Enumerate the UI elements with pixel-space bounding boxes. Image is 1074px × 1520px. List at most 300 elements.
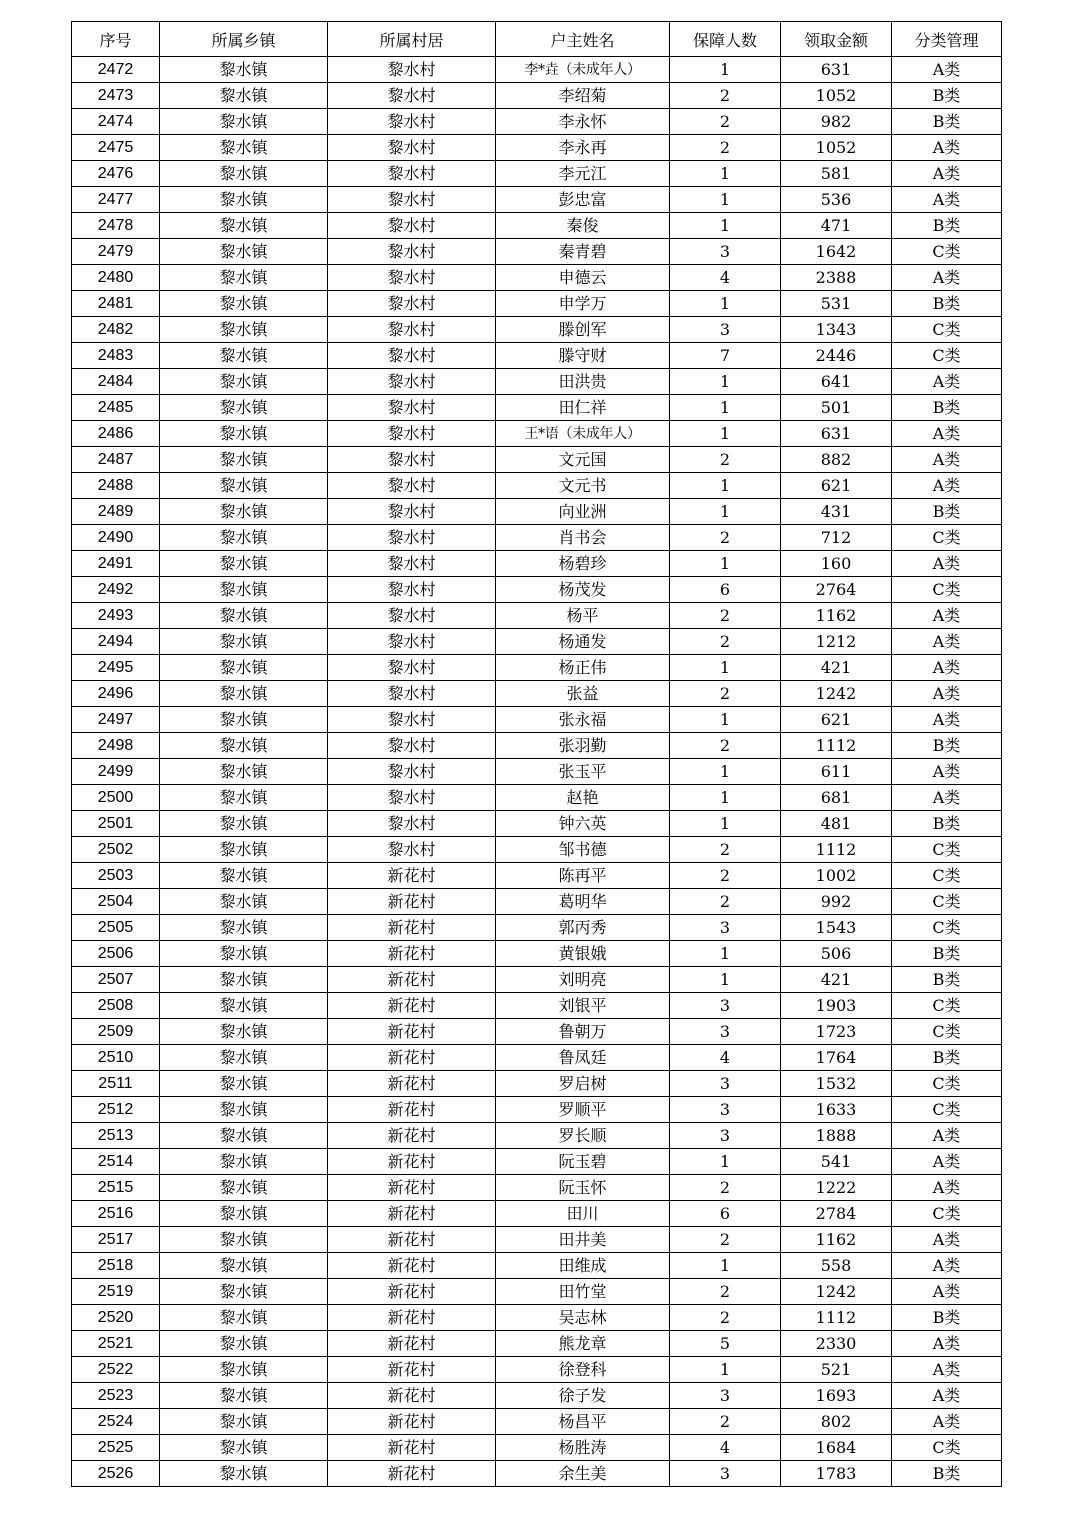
- amount-cell: 1242: [781, 1279, 892, 1305]
- householder-cell: 刘银平: [496, 993, 670, 1019]
- amount-cell: 1162: [781, 603, 892, 629]
- householder-cell: 田洪贵: [496, 369, 670, 395]
- amount-cell: 536: [781, 187, 892, 213]
- amount-cell: 1543: [781, 915, 892, 941]
- category-cell: B类: [892, 109, 1002, 135]
- township-cell: 黎水镇: [160, 473, 328, 499]
- seq-cell: 2512: [72, 1097, 160, 1123]
- township-cell: 黎水镇: [160, 941, 328, 967]
- table-row: [72, 915, 1002, 941]
- category-cell: A类: [892, 785, 1002, 811]
- township-cell: 黎水镇: [160, 1253, 328, 1279]
- seq-cell: 2500: [72, 785, 160, 811]
- village-cell: 黎水村: [328, 317, 496, 343]
- category-cell: A类: [892, 161, 1002, 187]
- category-cell: A类: [892, 629, 1002, 655]
- amount-cell: 2784: [781, 1201, 892, 1227]
- village-cell: 黎水村: [328, 213, 496, 239]
- covered-persons-cell: 4: [670, 265, 781, 291]
- covered-persons-cell: 3: [670, 993, 781, 1019]
- table-row: [72, 1201, 1002, 1227]
- amount-cell: 501: [781, 395, 892, 421]
- householder-cell: 田维成: [496, 1253, 670, 1279]
- householder-cell: 熊龙章: [496, 1331, 670, 1357]
- village-cell: 黎水村: [328, 83, 496, 109]
- village-cell: 黎水村: [328, 707, 496, 733]
- village-cell: 新花村: [328, 1435, 496, 1461]
- township-cell: 黎水镇: [160, 1305, 328, 1331]
- householder-cell: 申学万: [496, 291, 670, 317]
- amount-cell: 1888: [781, 1123, 892, 1149]
- seq-cell: 2474: [72, 109, 160, 135]
- covered-persons-cell: 6: [670, 1201, 781, 1227]
- amount-cell: 558: [781, 1253, 892, 1279]
- table-row: [72, 1435, 1002, 1461]
- table-row: [72, 1331, 1002, 1357]
- category-cell: C类: [892, 889, 1002, 915]
- householder-cell: 田川: [496, 1201, 670, 1227]
- township-cell: 黎水镇: [160, 1461, 328, 1487]
- seq-cell: 2508: [72, 993, 160, 1019]
- village-cell: 黎水村: [328, 473, 496, 499]
- village-cell: 黎水村: [328, 603, 496, 629]
- seq-cell: 2519: [72, 1279, 160, 1305]
- category-cell: A类: [892, 681, 1002, 707]
- amount-cell: 431: [781, 499, 892, 525]
- table-row: [72, 213, 1002, 239]
- township-cell: 黎水镇: [160, 811, 328, 837]
- village-cell: 黎水村: [328, 837, 496, 863]
- township-cell: 黎水镇: [160, 291, 328, 317]
- seq-cell: 2505: [72, 915, 160, 941]
- seq-cell: 2523: [72, 1383, 160, 1409]
- category-cell: B类: [892, 83, 1002, 109]
- table-row: [72, 317, 1002, 343]
- covered-persons-cell: 2: [670, 733, 781, 759]
- village-cell: 新花村: [328, 1045, 496, 1071]
- village-cell: 新花村: [328, 1123, 496, 1149]
- amount-cell: 1242: [781, 681, 892, 707]
- township-cell: 黎水镇: [160, 993, 328, 1019]
- table-row: [72, 499, 1002, 525]
- township-cell: 黎水镇: [160, 343, 328, 369]
- amount-cell: 2764: [781, 577, 892, 603]
- category-cell: A类: [892, 551, 1002, 577]
- seq-cell: 2494: [72, 629, 160, 655]
- township-cell: 黎水镇: [160, 967, 328, 993]
- seq-cell: 2476: [72, 161, 160, 187]
- seq-cell: 2497: [72, 707, 160, 733]
- householder-cell: 李永再: [496, 135, 670, 161]
- covered-persons-cell: 4: [670, 1045, 781, 1071]
- amount-cell: 1633: [781, 1097, 892, 1123]
- table-row: [72, 733, 1002, 759]
- householder-cell: 罗顺平: [496, 1097, 670, 1123]
- householder-cell: 文元书: [496, 473, 670, 499]
- township-cell: 黎水镇: [160, 863, 328, 889]
- amount-cell: 1642: [781, 239, 892, 265]
- covered-persons-cell: 1: [670, 1149, 781, 1175]
- category-cell: B类: [892, 811, 1002, 837]
- township-cell: 黎水镇: [160, 369, 328, 395]
- covered-persons-cell: 1: [670, 811, 781, 837]
- benefit-table: [71, 21, 1002, 1487]
- township-cell: 黎水镇: [160, 1201, 328, 1227]
- category-cell: C类: [892, 1435, 1002, 1461]
- village-cell: 新花村: [328, 1409, 496, 1435]
- householder-cell: 刘明亮: [496, 967, 670, 993]
- amount-cell: 1112: [781, 837, 892, 863]
- category-cell: B类: [892, 733, 1002, 759]
- township-cell: 黎水镇: [160, 733, 328, 759]
- amount-cell: 1723: [781, 1019, 892, 1045]
- village-cell: 新花村: [328, 1071, 496, 1097]
- category-cell: A类: [892, 707, 1002, 733]
- township-cell: 黎水镇: [160, 135, 328, 161]
- covered-persons-cell: 6: [670, 577, 781, 603]
- village-cell: 黎水村: [328, 811, 496, 837]
- category-cell: C类: [892, 343, 1002, 369]
- householder-cell: 阮玉碧: [496, 1149, 670, 1175]
- township-cell: 黎水镇: [160, 57, 328, 83]
- township-cell: 黎水镇: [160, 629, 328, 655]
- category-cell: B类: [892, 291, 1002, 317]
- category-cell: A类: [892, 265, 1002, 291]
- seq-cell: 2498: [72, 733, 160, 759]
- header-village: 所属村居: [328, 22, 496, 57]
- category-cell: A类: [892, 1123, 1002, 1149]
- householder-cell: 鲁凤廷: [496, 1045, 670, 1071]
- table-row: [72, 785, 1002, 811]
- seq-cell: 2504: [72, 889, 160, 915]
- covered-persons-cell: 1: [670, 213, 781, 239]
- covered-persons-cell: 2: [670, 83, 781, 109]
- seq-cell: 2479: [72, 239, 160, 265]
- covered-persons-cell: 2: [670, 525, 781, 551]
- amount-cell: 641: [781, 369, 892, 395]
- covered-persons-cell: 1: [670, 967, 781, 993]
- table-row: [72, 1045, 1002, 1071]
- amount-cell: 506: [781, 941, 892, 967]
- township-cell: 黎水镇: [160, 551, 328, 577]
- village-cell: 黎水村: [328, 57, 496, 83]
- table-row: [72, 655, 1002, 681]
- village-cell: 黎水村: [328, 265, 496, 291]
- village-cell: 黎水村: [328, 629, 496, 655]
- seq-cell: 2514: [72, 1149, 160, 1175]
- category-cell: B类: [892, 1045, 1002, 1071]
- table-row: [72, 993, 1002, 1019]
- township-cell: 黎水镇: [160, 265, 328, 291]
- covered-persons-cell: 3: [670, 1097, 781, 1123]
- amount-cell: 611: [781, 759, 892, 785]
- village-cell: 黎水村: [328, 291, 496, 317]
- covered-persons-cell: 3: [670, 1071, 781, 1097]
- category-cell: C类: [892, 1071, 1002, 1097]
- householder-cell: 杨正伟: [496, 655, 670, 681]
- amount-cell: 1112: [781, 1305, 892, 1331]
- header-category: 分类管理: [892, 22, 1002, 57]
- category-cell: B类: [892, 1461, 1002, 1487]
- table-row: [72, 1461, 1002, 1487]
- township-cell: 黎水镇: [160, 1123, 328, 1149]
- category-cell: A类: [892, 1331, 1002, 1357]
- seq-cell: 2524: [72, 1409, 160, 1435]
- covered-persons-cell: 1: [670, 499, 781, 525]
- table-row: [72, 291, 1002, 317]
- householder-cell: 徐子发: [496, 1383, 670, 1409]
- covered-persons-cell: 1: [670, 759, 781, 785]
- amount-cell: 1693: [781, 1383, 892, 1409]
- village-cell: 黎水村: [328, 187, 496, 213]
- table-row: [72, 57, 1002, 83]
- amount-cell: 621: [781, 473, 892, 499]
- table-row: [72, 1071, 1002, 1097]
- seq-cell: 2496: [72, 681, 160, 707]
- village-cell: 黎水村: [328, 655, 496, 681]
- seq-cell: 2522: [72, 1357, 160, 1383]
- amount-cell: 2330: [781, 1331, 892, 1357]
- covered-persons-cell: 1: [670, 57, 781, 83]
- village-cell: 新花村: [328, 1201, 496, 1227]
- township-cell: 黎水镇: [160, 1357, 328, 1383]
- table-row: [72, 239, 1002, 265]
- seq-cell: 2486: [72, 421, 160, 447]
- table-row: [72, 135, 1002, 161]
- seq-cell: 2507: [72, 967, 160, 993]
- amount-cell: 621: [781, 707, 892, 733]
- header-township: 所属乡镇: [160, 22, 328, 57]
- table-row: [72, 837, 1002, 863]
- township-cell: 黎水镇: [160, 1435, 328, 1461]
- amount-cell: 712: [781, 525, 892, 551]
- village-cell: 黎水村: [328, 525, 496, 551]
- township-cell: 黎水镇: [160, 525, 328, 551]
- table-body: [72, 57, 1002, 1487]
- seq-cell: 2517: [72, 1227, 160, 1253]
- covered-persons-cell: 2: [670, 135, 781, 161]
- table-row: [72, 759, 1002, 785]
- category-cell: A类: [892, 1357, 1002, 1383]
- township-cell: 黎水镇: [160, 1071, 328, 1097]
- householder-cell: 李永怀: [496, 109, 670, 135]
- category-cell: B类: [892, 395, 1002, 421]
- seq-cell: 2510: [72, 1045, 160, 1071]
- householder-cell: 钟六英: [496, 811, 670, 837]
- table-row: [72, 967, 1002, 993]
- village-cell: 新花村: [328, 1279, 496, 1305]
- category-cell: A类: [892, 57, 1002, 83]
- householder-cell: 田井美: [496, 1227, 670, 1253]
- householder-cell: 杨茂发: [496, 577, 670, 603]
- seq-cell: 2501: [72, 811, 160, 837]
- seq-cell: 2483: [72, 343, 160, 369]
- covered-persons-cell: 7: [670, 343, 781, 369]
- category-cell: C类: [892, 577, 1002, 603]
- seq-cell: 2484: [72, 369, 160, 395]
- seq-cell: 2480: [72, 265, 160, 291]
- covered-persons-cell: 3: [670, 239, 781, 265]
- category-cell: A类: [892, 421, 1002, 447]
- table-row: [72, 681, 1002, 707]
- table-row: [72, 1149, 1002, 1175]
- village-cell: 黎水村: [328, 499, 496, 525]
- amount-cell: 681: [781, 785, 892, 811]
- township-cell: 黎水镇: [160, 1331, 328, 1357]
- table-row: [72, 1409, 1002, 1435]
- covered-persons-cell: 2: [670, 889, 781, 915]
- township-cell: 黎水镇: [160, 915, 328, 941]
- township-cell: 黎水镇: [160, 1019, 328, 1045]
- seq-cell: 2499: [72, 759, 160, 785]
- township-cell: 黎水镇: [160, 83, 328, 109]
- village-cell: 新花村: [328, 1461, 496, 1487]
- amount-cell: 471: [781, 213, 892, 239]
- village-cell: 新花村: [328, 993, 496, 1019]
- table-row: [72, 161, 1002, 187]
- householder-cell: 文元国: [496, 447, 670, 473]
- table-row: [72, 525, 1002, 551]
- township-cell: 黎水镇: [160, 161, 328, 187]
- amount-cell: 631: [781, 57, 892, 83]
- township-cell: 黎水镇: [160, 1149, 328, 1175]
- seq-cell: 2502: [72, 837, 160, 863]
- householder-cell: 向业洲: [496, 499, 670, 525]
- householder-cell: 罗启树: [496, 1071, 670, 1097]
- village-cell: 黎水村: [328, 135, 496, 161]
- township-cell: 黎水镇: [160, 785, 328, 811]
- amount-cell: 631: [781, 421, 892, 447]
- category-cell: A类: [892, 1409, 1002, 1435]
- table-row: [72, 707, 1002, 733]
- village-cell: 新花村: [328, 915, 496, 941]
- amount-cell: 1532: [781, 1071, 892, 1097]
- village-cell: 黎水村: [328, 395, 496, 421]
- seq-cell: 2492: [72, 577, 160, 603]
- amount-cell: 882: [781, 447, 892, 473]
- category-cell: A类: [892, 759, 1002, 785]
- seq-cell: 2520: [72, 1305, 160, 1331]
- householder-cell: 肖书会: [496, 525, 670, 551]
- category-cell: C类: [892, 863, 1002, 889]
- township-cell: 黎水镇: [160, 1227, 328, 1253]
- header-amount: 领取金额: [781, 22, 892, 57]
- covered-persons-cell: 2: [670, 447, 781, 473]
- covered-persons-cell: 5: [670, 1331, 781, 1357]
- householder-cell: 彭忠富: [496, 187, 670, 213]
- village-cell: 新花村: [328, 1175, 496, 1201]
- amount-cell: 802: [781, 1409, 892, 1435]
- table-row: [72, 941, 1002, 967]
- village-cell: 新花村: [328, 1253, 496, 1279]
- covered-persons-cell: 1: [670, 707, 781, 733]
- table-row: [72, 551, 1002, 577]
- table-row: [72, 473, 1002, 499]
- amount-cell: 1212: [781, 629, 892, 655]
- village-cell: 黎水村: [328, 109, 496, 135]
- householder-cell: 田仁祥: [496, 395, 670, 421]
- table-row: [72, 1383, 1002, 1409]
- table-row: [72, 1357, 1002, 1383]
- header-row: [72, 22, 1002, 57]
- covered-persons-cell: 3: [670, 1019, 781, 1045]
- householder-cell: 吴志林: [496, 1305, 670, 1331]
- category-cell: A类: [892, 1383, 1002, 1409]
- covered-persons-cell: 1: [670, 161, 781, 187]
- category-cell: B类: [892, 213, 1002, 239]
- village-cell: 黎水村: [328, 161, 496, 187]
- township-cell: 黎水镇: [160, 213, 328, 239]
- table-row: [72, 1019, 1002, 1045]
- householder-cell: 杨昌平: [496, 1409, 670, 1435]
- amount-cell: 1052: [781, 135, 892, 161]
- category-cell: C类: [892, 239, 1002, 265]
- amount-cell: 992: [781, 889, 892, 915]
- householder-cell: 葛明华: [496, 889, 670, 915]
- township-cell: 黎水镇: [160, 837, 328, 863]
- covered-persons-cell: 2: [670, 1175, 781, 1201]
- table-row: [72, 447, 1002, 473]
- seq-cell: 2526: [72, 1461, 160, 1487]
- covered-persons-cell: 3: [670, 1461, 781, 1487]
- covered-persons-cell: 4: [670, 1435, 781, 1461]
- seq-cell: 2513: [72, 1123, 160, 1149]
- householder-cell: 李元江: [496, 161, 670, 187]
- category-cell: C类: [892, 1201, 1002, 1227]
- amount-cell: 1764: [781, 1045, 892, 1071]
- table-row: [72, 265, 1002, 291]
- table-row: [72, 629, 1002, 655]
- amount-cell: 1684: [781, 1435, 892, 1461]
- amount-cell: 531: [781, 291, 892, 317]
- householder-cell: 王*语（未成年人）: [496, 421, 670, 447]
- category-cell: C类: [892, 525, 1002, 551]
- householder-cell: 余生美: [496, 1461, 670, 1487]
- township-cell: 黎水镇: [160, 395, 328, 421]
- category-cell: B类: [892, 499, 1002, 525]
- seq-cell: 2487: [72, 447, 160, 473]
- category-cell: C类: [892, 993, 1002, 1019]
- householder-cell: 阮玉怀: [496, 1175, 670, 1201]
- village-cell: 新花村: [328, 863, 496, 889]
- amount-cell: 2446: [781, 343, 892, 369]
- householder-cell: 黄银娥: [496, 941, 670, 967]
- township-cell: 黎水镇: [160, 1045, 328, 1071]
- township-cell: 黎水镇: [160, 1097, 328, 1123]
- seq-cell: 2485: [72, 395, 160, 421]
- village-cell: 黎水村: [328, 785, 496, 811]
- table-row: [72, 1175, 1002, 1201]
- amount-cell: 1783: [781, 1461, 892, 1487]
- seq-cell: 2472: [72, 57, 160, 83]
- category-cell: A类: [892, 1279, 1002, 1305]
- table-row: [72, 109, 1002, 135]
- amount-cell: 421: [781, 967, 892, 993]
- householder-cell: 罗长顺: [496, 1123, 670, 1149]
- village-cell: 新花村: [328, 1149, 496, 1175]
- covered-persons-cell: 2: [670, 837, 781, 863]
- householder-cell: 陈再平: [496, 863, 670, 889]
- seq-cell: 2515: [72, 1175, 160, 1201]
- village-cell: 黎水村: [328, 577, 496, 603]
- seq-cell: 2511: [72, 1071, 160, 1097]
- table-row: [72, 1097, 1002, 1123]
- amount-cell: 2388: [781, 265, 892, 291]
- covered-persons-cell: 2: [670, 1305, 781, 1331]
- table-row: [72, 343, 1002, 369]
- covered-persons-cell: 1: [670, 187, 781, 213]
- amount-cell: 1052: [781, 83, 892, 109]
